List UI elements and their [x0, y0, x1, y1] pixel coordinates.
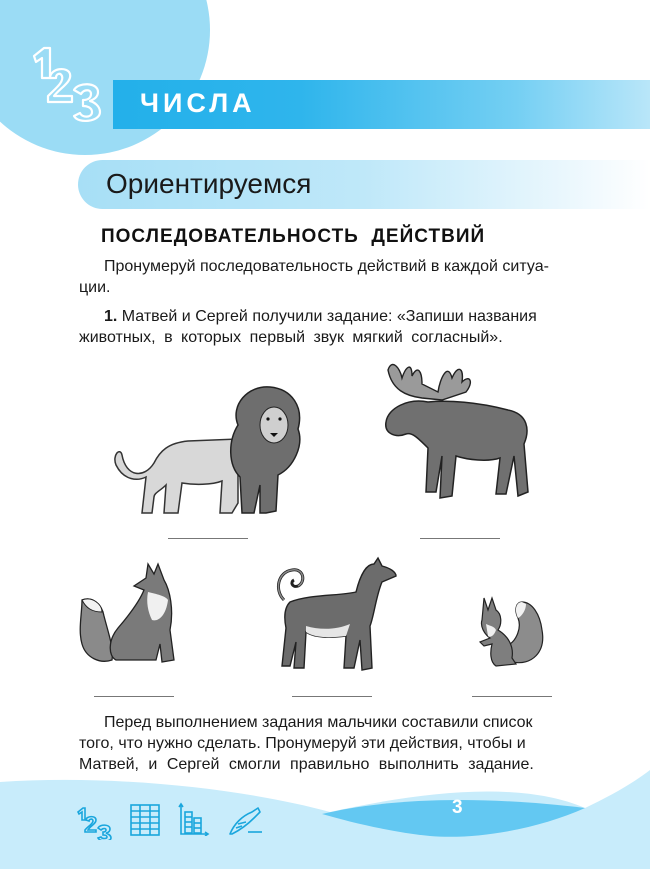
intro-line-1: Пронумеруй последовательность действий в каждой ситуа-	[104, 258, 549, 275]
task-1-line-2: животных, в которых первый звук мягкий согласный».	[79, 329, 503, 346]
chapter-title: ЧИСЛА	[140, 88, 256, 118]
dog-illustration	[270, 556, 400, 678]
123-outline-icon	[28, 44, 108, 124]
123-numbers-icon	[76, 806, 112, 840]
section-title: Ориентируемся	[106, 168, 312, 199]
pen-writing-icon	[228, 806, 264, 836]
fox-answer-line[interactable]	[94, 696, 174, 697]
table-icon	[130, 804, 160, 836]
intro-line-2: ции.	[79, 279, 111, 296]
task-1-line-1: 1. Матвей и Сергей получили задание: «Запиши названия	[104, 308, 537, 325]
squirrel-answer-line[interactable]	[472, 696, 552, 697]
task-number: 1.	[104, 308, 118, 325]
intro-paragraph	[79, 256, 585, 298]
lesson-subheading: ПОСЛЕДОВАТЕЛЬНОСТЬ ДЕЙСТВИЙ	[101, 226, 486, 247]
lion-illustration	[108, 385, 308, 525]
outro-line-2: того, что нужно сделать. Пронумеруй эти действия, чтобы и	[79, 735, 526, 752]
bar-chart-icon	[178, 802, 210, 836]
dog-answer-line[interactable]	[292, 696, 372, 697]
squirrel-illustration	[476, 596, 548, 672]
outro-paragraph	[79, 712, 585, 775]
lion-answer-line[interactable]	[168, 538, 248, 539]
outro-line-3: Матвей, и Сергей смогли правильно выполнить задание.	[79, 756, 534, 773]
task-1-paragraph	[79, 306, 585, 348]
page-number: 3	[452, 797, 463, 818]
moose-illustration	[378, 352, 538, 512]
fox-illustration	[78, 560, 188, 670]
moose-answer-line[interactable]	[420, 538, 500, 539]
outro-line-1: Перед выполнением задания мальчики составили список	[104, 714, 533, 731]
